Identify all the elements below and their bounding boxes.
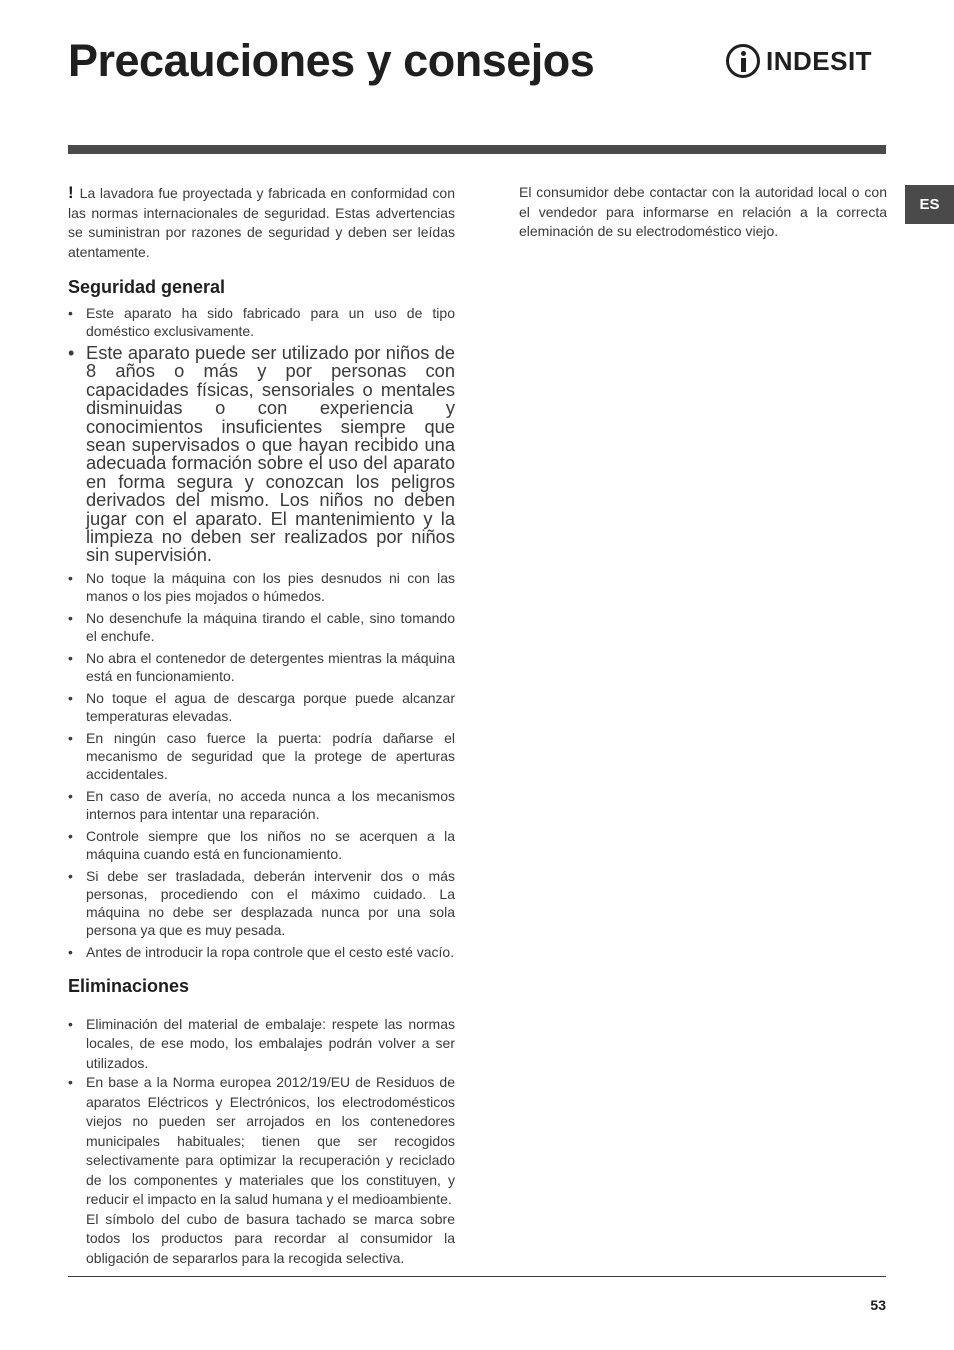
page-number: 53: [870, 1297, 886, 1313]
indesit-logo: [726, 40, 888, 82]
list-item: • En ningún caso fuerce la puerta: podría dañarse el mecanismo de seguridad que la protege de aperturas accidentales.: [68, 729, 455, 783]
eliminaciones-continuation: El símbolo del cubo de basura tachado se marca sobre todos los productos para recordar al consumidor la obligación de separarlos para la recogida selectiva.: [86, 1210, 455, 1266]
list-item: • Antes de introducir la ropa controle que el cesto esté vacío.: [68, 943, 455, 961]
left-column: [68, 183, 455, 1268]
list-item: • Este aparato ha sido fabricado para un uso de tipo doméstico exclusivamente.: [68, 304, 455, 340]
right-column: [519, 183, 887, 242]
eliminaciones-list: [68, 1015, 455, 1210]
list-item: • En caso de avería, no acceda nunca a los mecanismos internos para intentar una reparación.: [68, 787, 455, 823]
logo-text: INDESIT: [766, 46, 873, 76]
list-item: • Si debe ser trasladada, deberán intervenir dos o más personas, procediendo con el máximo cuidado. La máquina no debe ser desplazada nunca por una sola persona ya que es muy pesada.: [68, 867, 455, 939]
list-item: • No desenchufe la máquina tirando el cable, sino tomando el enchufe.: [68, 609, 455, 645]
footer-divider: [68, 1276, 886, 1277]
list-item: • No toque la máquina con los pies desnudos ni con las manos o los pies mojados o húmedos.: [68, 569, 455, 605]
page-title: Precauciones y consejos: [68, 35, 595, 86]
list-item: • Controle siempre que los niños no se acerquen a la máquina cuando está en funcionamiento.: [68, 827, 455, 863]
list-item: • No toque el agua de descarga porque puede alcanzar temperaturas elevadas.: [68, 689, 455, 725]
warning-icon: !: [68, 183, 74, 202]
section-heading-eliminaciones: Eliminaciones: [68, 975, 190, 996]
list-item: • Eliminación del material de embalaje: respete las normas locales, de ese modo, los embalajes podrán volver a ser utilizados.: [68, 1015, 455, 1074]
language-tab: ES: [905, 185, 954, 224]
header-divider: [68, 145, 886, 154]
seguridad-list: [68, 304, 455, 961]
section-heading-seguridad: Seguridad general: [68, 277, 226, 297]
list-item: • En base a la Norma europea 2012/19/EU de Residuos de aparatos Eléctricos y Electrónicos, los electrodomésticos viejos no pueden ser arrojados en los contenedores municipales habituales; tienen que ser recogidos selectivamente para optimizar la recuperación y reciclado de los componentes y materiales que los constituyen, y reducir el impacto en la salud humana y el medioambiente.: [68, 1073, 455, 1210]
list-item: • Este aparato puede ser utilizado por niños de 8 años o más y por personas con capacidades físicas, sensoriales o mentales disminuidas o con experiencia y conocimientos insuficientes siempre que sean supervisados o que hayan recibido una adecuada formación sobre el uso del aparato en forma segura y conozcan los peligros derivados del mismo. Los niños no deben jugar con el aparato. El mantenimiento y la limpieza no deben ser realizados por niños sin supervisión.: [68, 344, 455, 565]
intro-paragraph: [68, 183, 455, 262]
right-column-paragraph: El consumidor debe contactar con la autoridad local o con el vendedor para informarse en relación a la correcta eleminación de su electrodoméstico viejo.: [519, 184, 887, 239]
intro-text: La lavadora fue proyectada y fabricada en conformidad con las normas internacionales de seguridad. Estas advertencias se suministran por razones de seguridad y deben ser leídas atentamente.: [68, 185, 455, 260]
indesit-i-icon: [726, 44, 760, 78]
list-item: • No abra el contenedor de detergentes mientras la máquina está en funcionamiento.: [68, 649, 455, 685]
